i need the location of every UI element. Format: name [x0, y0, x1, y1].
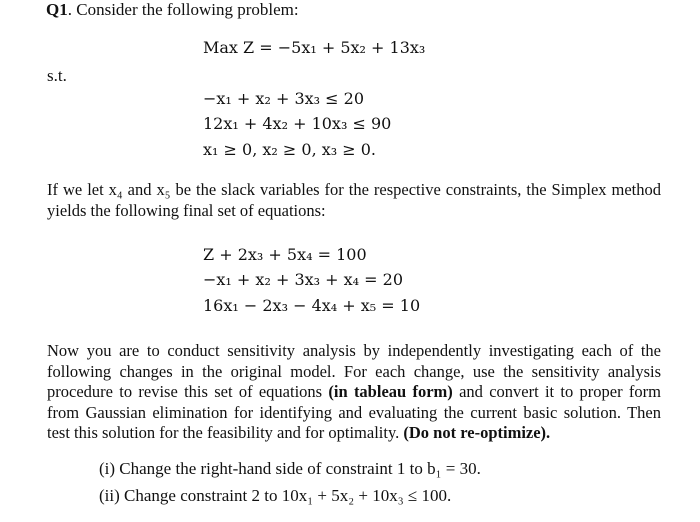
instruction-text-2: and convert it to proper form from Gaussian elimination for identifying and evaluating the current basic solution. Then test this solution for the feasibility and for optimality.	[47, 382, 661, 442]
constraint-1: −x₁ + x₂ + 3x₃ ≤ 20	[203, 89, 364, 108]
constraint-2: 12x₁ + 4x₂ + 10x₃ ≤ 90	[203, 114, 392, 133]
final-equation-2: 16x₁ − 2x₃ − 4x₄ + x₅ = 10	[203, 296, 421, 315]
instruction-bold-no-reoptimize: (Do not re-optimize).	[403, 423, 551, 442]
slack-variables-paragraph: If we let x₄ and x₅ be the slack variables for the respective constraints, the Simplex method yields the following final set of equations:	[47, 180, 661, 220]
question-intro: . Consider the following problem:	[67, 0, 299, 19]
final-equation-1: −x₁ + x₂ + 3x₃ + x₄ = 20	[203, 270, 404, 289]
instruction-paragraph	[47, 341, 661, 444]
instruction-bold-tableau: (in tableau form)	[328, 382, 453, 401]
nonnegativity-constraint: x₁ ≥ 0, x₂ ≥ 0, x₃ ≥ 0.	[203, 140, 377, 159]
question-label: Q1	[46, 0, 68, 19]
objective-function: Max Z = −5x₁ + 5x₂ + 13x₃	[203, 38, 426, 57]
final-equation-0: Z + 2x₃ + 5x₄ = 100	[203, 245, 367, 264]
instruction-text-1: Now you are to conduct sensitivity analysis by independently investigating each of the following changes in the original model. For each change, use the sensitivity analysis procedure to revise this set of equations	[47, 341, 661, 401]
question-heading	[46, 0, 299, 20]
subject-to-label: s.t.	[47, 66, 67, 85]
change-item-2: (ii) Change constraint 2 to 10x₁ + 5x₂ + 10x₃ ≤ 100.	[99, 486, 452, 505]
change-item-1: (i) Change the right-hand side of constraint 1 to b₁ = 30.	[99, 459, 481, 478]
